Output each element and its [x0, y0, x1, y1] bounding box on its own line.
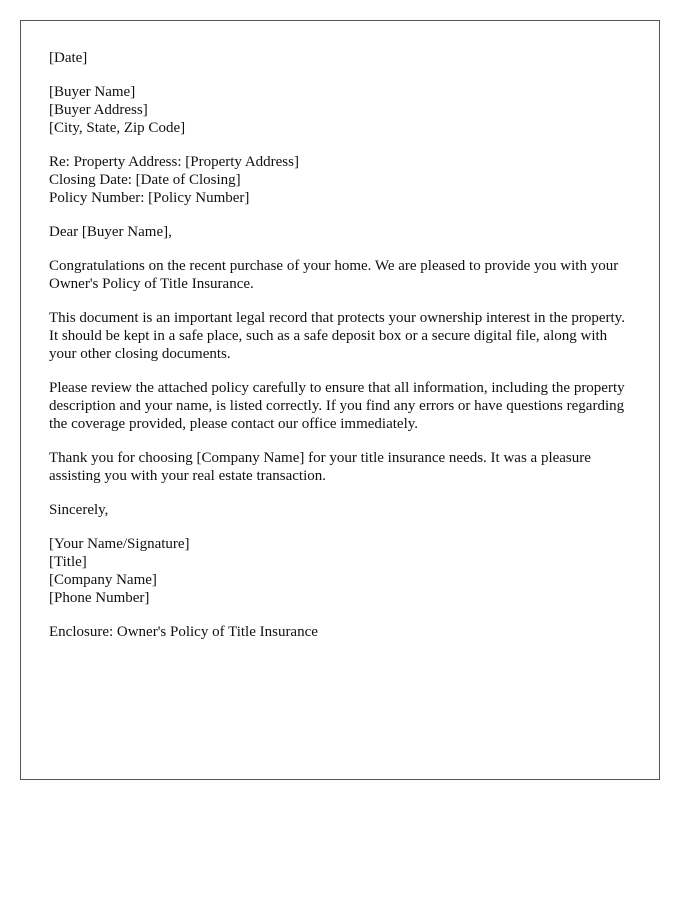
letter-date: [Date]	[49, 50, 88, 66]
enclosure: Enclosure: Owner's Policy of Title Insurance	[49, 624, 318, 640]
recipient-block	[49, 83, 631, 137]
signature-phone: [Phone Number]	[49, 590, 150, 606]
signature-block	[49, 535, 631, 607]
recipient-name: [Buyer Name]	[49, 84, 136, 100]
enclosure-block	[49, 623, 631, 641]
signature-title: [Title]	[49, 554, 87, 570]
closing: Sincerely,	[49, 502, 109, 518]
recipient-address: [Buyer Address]	[49, 102, 148, 118]
salutation-block	[49, 223, 631, 241]
signature-company: [Company Name]	[49, 572, 157, 588]
date-block	[49, 49, 631, 67]
reference-closing-date: Closing Date: [Date of Closing]	[49, 172, 241, 188]
body-paragraph-legal-record: This document is an important legal record that protects your ownership interest in the property. It should be kept in a safe place, such as a safe deposit box or a secure digital file, along with your other closing documents.	[49, 310, 625, 362]
body-paragraph-review: Please review the attached policy carefully to ensure that all information, including the property description and your name, is listed correctly. If you find any errors or have questions regarding the coverage provided, please contact our office immediately.	[49, 380, 625, 432]
letter-page	[20, 20, 660, 780]
body-paragraph-congratulations: Congratulations on the recent purchase of your home. We are pleased to provide you with your Owner's Policy of Title Insurance.	[49, 258, 619, 292]
reference-policy-number: Policy Number: [Policy Number]	[49, 190, 250, 206]
recipient-city-state-zip: [City, State, Zip Code]	[49, 120, 186, 136]
closing-block	[49, 501, 631, 519]
body-paragraph-thank-you: Thank you for choosing [Company Name] for your title insurance needs. It was a pleasure assisting you with your real estate transaction.	[49, 450, 591, 484]
reference-block	[49, 153, 631, 207]
salutation: Dear [Buyer Name],	[49, 224, 172, 240]
reference-property: Re: Property Address: [Property Address]	[49, 154, 299, 170]
signature-name: [Your Name/Signature]	[49, 536, 190, 552]
